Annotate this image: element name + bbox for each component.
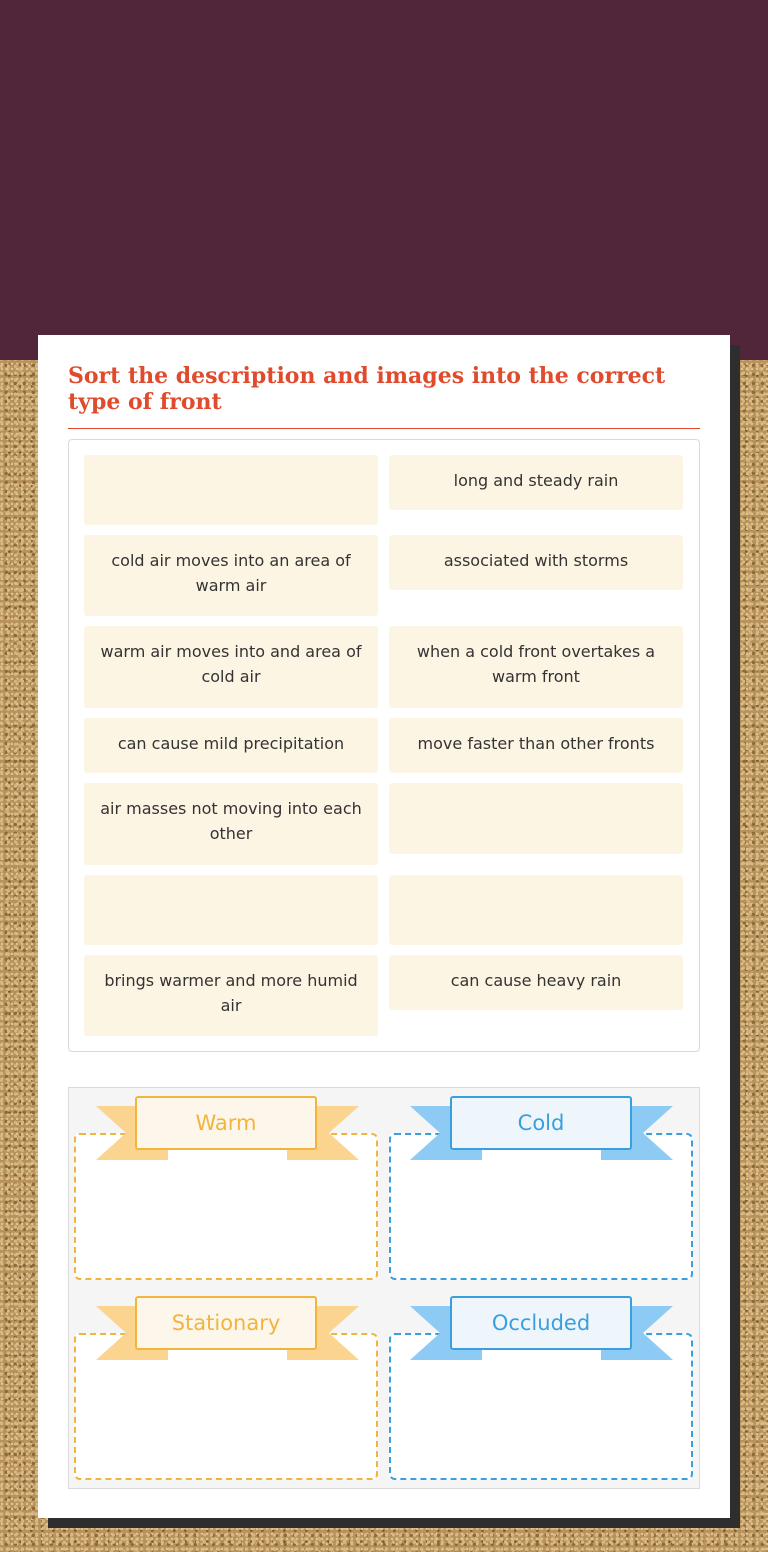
card-text: warm air moves into and area of cold air — [100, 642, 362, 686]
category-label-warm: Warm — [135, 1096, 317, 1150]
draggable-card[interactable] — [389, 535, 683, 590]
card-text: air masses not moving into each other — [100, 799, 362, 843]
draggable-card[interactable] — [389, 455, 683, 510]
instructions-title: Sort the description and images into the correct type of front — [68, 363, 666, 415]
draggable-card-image[interactable] — [84, 875, 378, 945]
card-text: can cause heavy rain — [450, 971, 622, 990]
categories-area — [68, 1087, 700, 1489]
draggable-card[interactable] — [389, 626, 683, 708]
card-text: when a cold front overtakes a warm front — [416, 642, 656, 686]
card-text: move faster than other fronts — [417, 734, 655, 753]
title-divider — [68, 428, 700, 429]
items-pool — [68, 439, 700, 1052]
draggable-card-image[interactable] — [84, 455, 378, 525]
category-label-occluded: Occluded — [450, 1296, 632, 1350]
draggable-card[interactable] — [84, 718, 378, 773]
draggable-card[interactable] — [84, 955, 378, 1036]
category-label-stationary: Stationary — [135, 1296, 317, 1350]
worksheet — [38, 335, 730, 1518]
card-text: associated with storms — [443, 551, 629, 570]
category-label-cold: Cold — [450, 1096, 632, 1150]
draggable-card[interactable] — [389, 955, 683, 1010]
draggable-card[interactable] — [389, 718, 683, 773]
card-text: cold air moves into an area of warm air — [111, 551, 351, 595]
card-text: long and steady rain — [453, 471, 619, 490]
card-text: brings warmer and more humid air — [104, 971, 358, 1015]
header-banner — [0, 0, 768, 360]
draggable-card[interactable] — [84, 626, 378, 708]
card-text: can cause mild precipitation — [117, 734, 345, 753]
draggable-card[interactable] — [84, 535, 378, 616]
draggable-card-image[interactable] — [389, 875, 683, 945]
draggable-card-image[interactable] — [389, 783, 683, 854]
draggable-card[interactable] — [84, 783, 378, 865]
